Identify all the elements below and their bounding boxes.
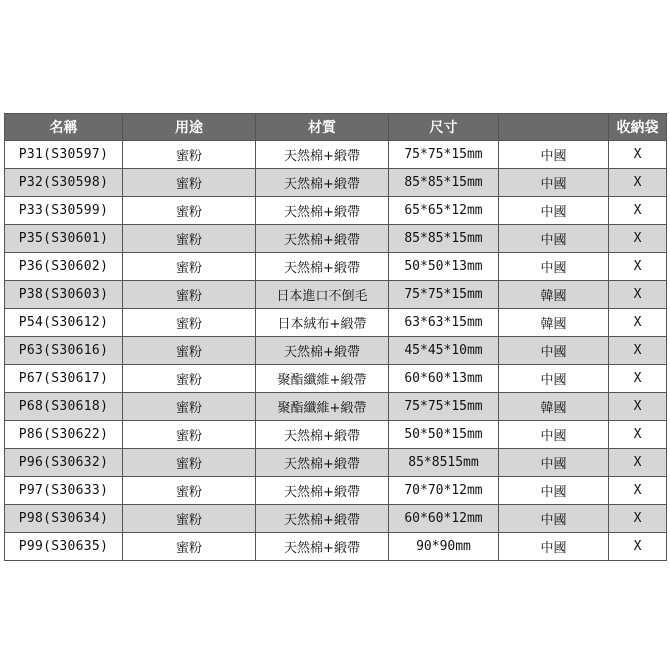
cell-origin: 中國 [499, 449, 609, 477]
table-row [5, 309, 667, 337]
cell-size: 90*90mm [389, 533, 499, 561]
cell-size: 63*63*15mm [389, 309, 499, 337]
cell-material: 天然棉+緞帶 [256, 449, 389, 477]
cell-size: 85*85*15mm [389, 225, 499, 253]
cell-origin: 中國 [499, 197, 609, 225]
table-row [5, 449, 667, 477]
cell-use: 蜜粉 [123, 197, 256, 225]
cell-use: 蜜粉 [123, 141, 256, 169]
cell-use: 蜜粉 [123, 169, 256, 197]
cell-origin: 中國 [499, 337, 609, 365]
cell-use: 蜜粉 [123, 477, 256, 505]
cell-name: P68(S30618) [5, 393, 123, 421]
cell-bag: X [609, 365, 667, 393]
cell-bag: X [609, 225, 667, 253]
cell-size: 85*8515mm [389, 449, 499, 477]
table-row [5, 477, 667, 505]
cell-bag: X [609, 505, 667, 533]
cell-origin: 中國 [499, 141, 609, 169]
cell-use: 蜜粉 [123, 365, 256, 393]
header-name: 名稱 [5, 114, 123, 141]
cell-name: P99(S30635) [5, 533, 123, 561]
cell-size: 65*65*12mm [389, 197, 499, 225]
header-material: 材質 [256, 114, 389, 141]
cell-name: P38(S30603) [5, 281, 123, 309]
cell-origin: 中國 [499, 505, 609, 533]
cell-origin: 中國 [499, 253, 609, 281]
cell-size: 60*60*13mm [389, 365, 499, 393]
table-row [5, 393, 667, 421]
cell-material: 天然棉+緞帶 [256, 337, 389, 365]
cell-material: 天然棉+緞帶 [256, 477, 389, 505]
table-body [5, 141, 667, 561]
cell-size: 75*75*15mm [389, 281, 499, 309]
cell-size: 50*50*15mm [389, 421, 499, 449]
cell-size: 85*85*15mm [389, 169, 499, 197]
cell-bag: X [609, 169, 667, 197]
cell-size: 70*70*12mm [389, 477, 499, 505]
cell-origin: 韓國 [499, 393, 609, 421]
cell-origin: 中國 [499, 421, 609, 449]
cell-use: 蜜粉 [123, 421, 256, 449]
cell-size: 45*45*10mm [389, 337, 499, 365]
cell-size: 50*50*13mm [389, 253, 499, 281]
cell-bag: X [609, 253, 667, 281]
cell-material: 聚酯纖維+緞帶 [256, 393, 389, 421]
cell-use: 蜜粉 [123, 337, 256, 365]
cell-name: P31(S30597) [5, 141, 123, 169]
cell-bag: X [609, 141, 667, 169]
table-row [5, 281, 667, 309]
cell-name: P36(S30602) [5, 253, 123, 281]
product-spec-table [4, 113, 667, 561]
cell-material: 天然棉+緞帶 [256, 197, 389, 225]
cell-bag: X [609, 393, 667, 421]
cell-use: 蜜粉 [123, 505, 256, 533]
cell-bag: X [609, 533, 667, 561]
cell-name: P33(S30599) [5, 197, 123, 225]
cell-name: P98(S30634) [5, 505, 123, 533]
header-size: 尺寸 [389, 114, 499, 141]
cell-name: P35(S30601) [5, 225, 123, 253]
header-origin [499, 114, 609, 141]
cell-name: P54(S30612) [5, 309, 123, 337]
table-row [5, 365, 667, 393]
cell-bag: X [609, 449, 667, 477]
cell-bag: X [609, 337, 667, 365]
cell-bag: X [609, 477, 667, 505]
cell-bag: X [609, 281, 667, 309]
cell-origin: 韓國 [499, 309, 609, 337]
cell-material: 天然棉+緞帶 [256, 533, 389, 561]
table-row [5, 337, 667, 365]
cell-use: 蜜粉 [123, 533, 256, 561]
cell-origin: 中國 [499, 365, 609, 393]
cell-name: P97(S30633) [5, 477, 123, 505]
cell-material: 日本進口不倒毛 [256, 281, 389, 309]
cell-use: 蜜粉 [123, 281, 256, 309]
cell-size: 75*75*15mm [389, 393, 499, 421]
header-use: 用途 [123, 114, 256, 141]
cell-origin: 韓國 [499, 281, 609, 309]
cell-material: 天然棉+緞帶 [256, 505, 389, 533]
cell-material: 天然棉+緞帶 [256, 141, 389, 169]
cell-material: 日本絨布+緞帶 [256, 309, 389, 337]
cell-size: 60*60*12mm [389, 505, 499, 533]
table-row [5, 141, 667, 169]
cell-use: 蜜粉 [123, 309, 256, 337]
table-row [5, 421, 667, 449]
cell-bag: X [609, 309, 667, 337]
table-row [5, 225, 667, 253]
cell-origin: 中國 [499, 533, 609, 561]
cell-name: P96(S30632) [5, 449, 123, 477]
table-row [5, 533, 667, 561]
table-row [5, 169, 667, 197]
table-row [5, 253, 667, 281]
cell-name: P32(S30598) [5, 169, 123, 197]
cell-name: P63(S30616) [5, 337, 123, 365]
cell-material: 天然棉+緞帶 [256, 253, 389, 281]
cell-material: 聚酯纖維+緞帶 [256, 365, 389, 393]
header-bag: 收納袋 [609, 114, 667, 141]
header-row [5, 114, 667, 141]
cell-origin: 中國 [499, 477, 609, 505]
cell-use: 蜜粉 [123, 393, 256, 421]
cell-bag: X [609, 197, 667, 225]
cell-use: 蜜粉 [123, 225, 256, 253]
table-row [5, 505, 667, 533]
cell-name: P67(S30617) [5, 365, 123, 393]
table-row [5, 197, 667, 225]
cell-use: 蜜粉 [123, 449, 256, 477]
cell-material: 天然棉+緞帶 [256, 169, 389, 197]
cell-origin: 中國 [499, 225, 609, 253]
cell-size: 75*75*15mm [389, 141, 499, 169]
cell-bag: X [609, 421, 667, 449]
cell-use: 蜜粉 [123, 253, 256, 281]
cell-origin: 中國 [499, 169, 609, 197]
cell-material: 天然棉+緞帶 [256, 421, 389, 449]
cell-name: P86(S30622) [5, 421, 123, 449]
cell-material: 天然棉+緞帶 [256, 225, 389, 253]
